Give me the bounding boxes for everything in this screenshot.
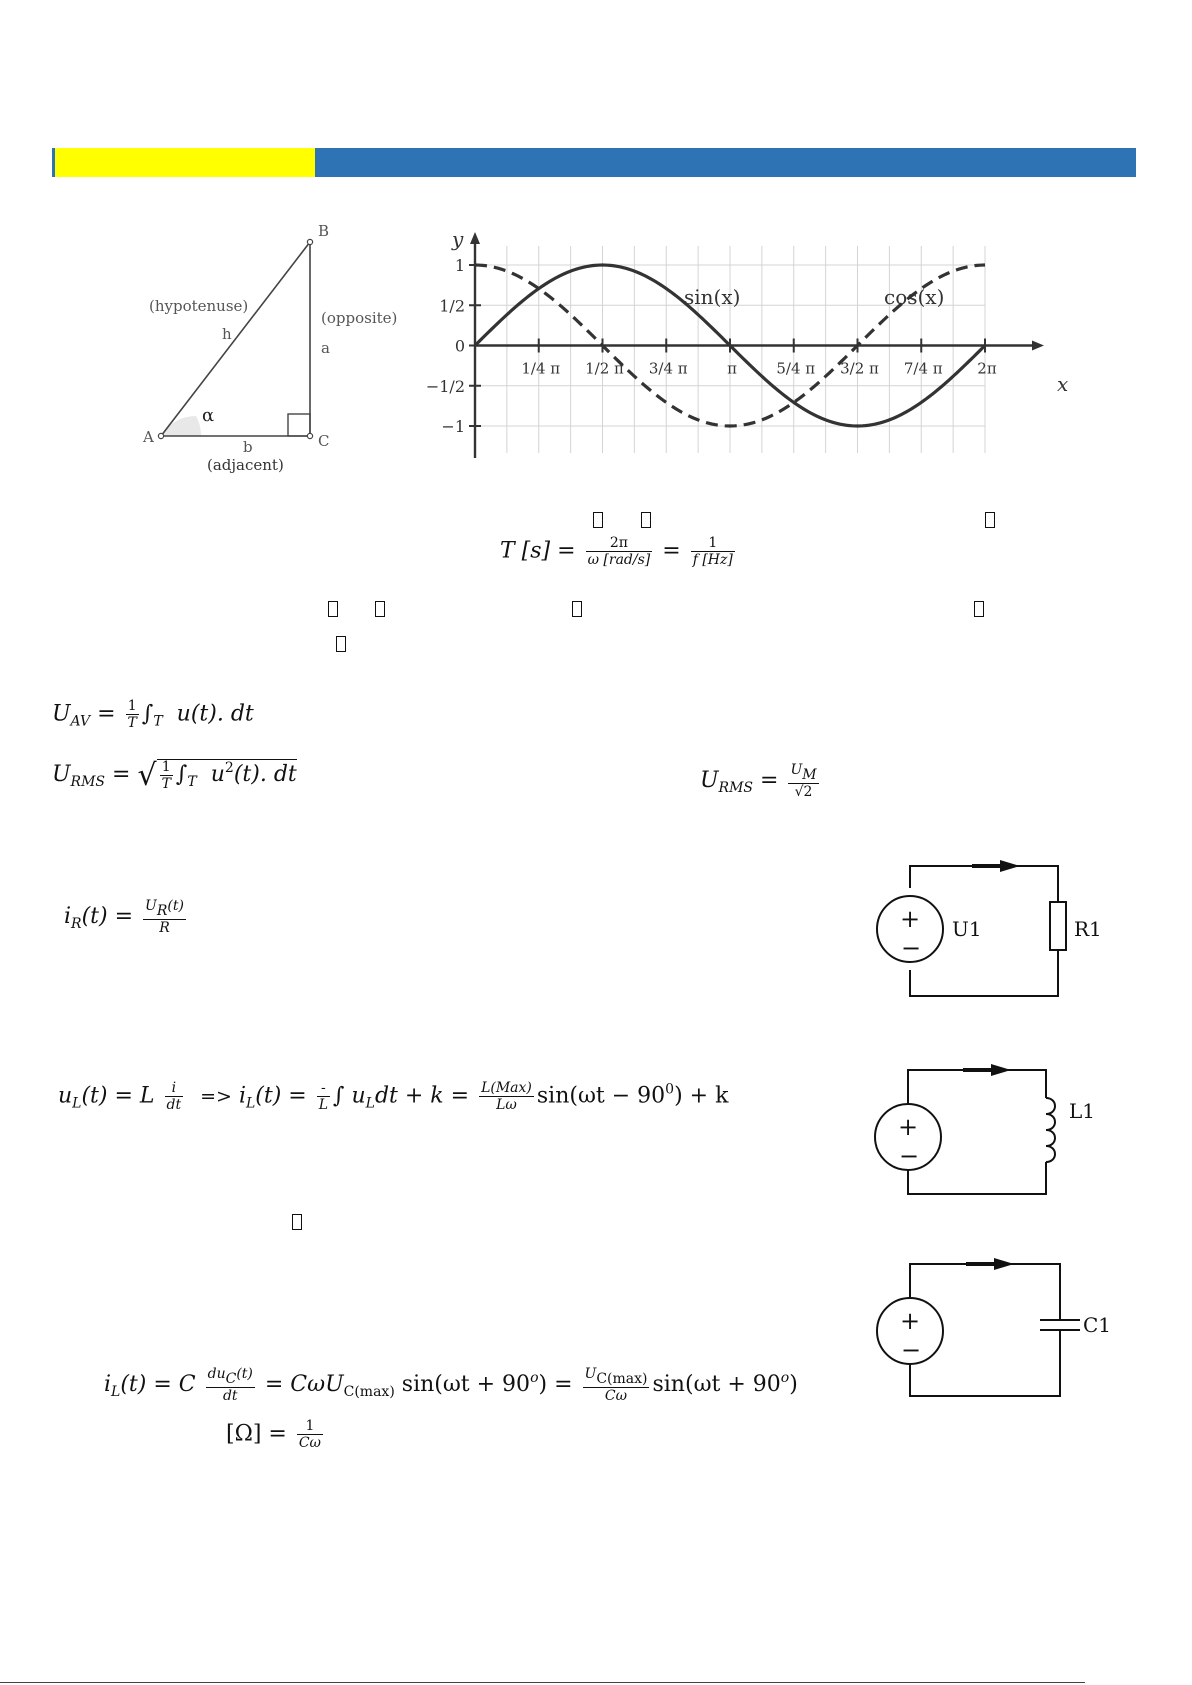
vertex-b-label: B [318, 222, 330, 240]
inductor-symbol [1046, 1098, 1055, 1162]
minus-sign: − [901, 934, 922, 962]
x-tick-label: π [727, 359, 737, 378]
page-bottom-rule [0, 1682, 1085, 1683]
chart-axes [470, 232, 1044, 458]
vertex-a-label: A [143, 428, 154, 446]
resistor-current-formula: $i_R(t)$ = $\frac{UR(t)}{R}$ [64, 898, 184, 936]
resistor-circuit [880, 860, 1120, 1010]
missing-glyph [375, 601, 385, 617]
x-tick-label: 3/4 π [648, 359, 688, 378]
vertex-a-dot [158, 433, 163, 438]
missing-glyph [292, 1214, 302, 1230]
x-tick-label: 2π [977, 359, 997, 378]
x-tick-label: 7/4 π [903, 359, 943, 378]
resistor-symbol [1050, 902, 1066, 950]
rms-peak-formula: $U_{RMS}$ = $\frac{UM}{√2}$ [700, 762, 817, 800]
x-tick-label: 1/2 π [585, 359, 624, 378]
missing-glyph [336, 636, 346, 652]
legend-cos: cos(x) [884, 285, 945, 309]
y-axis-label: y [452, 227, 464, 251]
missing-glyph [593, 512, 603, 528]
plus-sign: + [900, 905, 921, 933]
inductor-label: L1 [1069, 1099, 1096, 1123]
average-voltage-formula: $U_{AV}$ = $\frac{1}{T}$ $\int_T$ u(t). dt [52, 698, 254, 731]
hypotenuse-label: (hypotenuse) [149, 297, 249, 315]
minus-sign: − [899, 1142, 920, 1170]
x-tick-label: 1/4 π [521, 359, 561, 378]
header-bar [315, 148, 1136, 177]
x-axis-arrow [1032, 341, 1044, 351]
side-b-label: b [243, 438, 253, 456]
legend-sin: sin(x) [684, 285, 741, 309]
sine-cosine-chart [425, 227, 1080, 494]
capacitor-formula: $i_L(t) = C$ $\frac{\text{duC(t)}}{dt}$ = CωU$_{C(max)}$ $\sin(\omega t + 90^o)$ = $\frac{UC(\max)}{C\omega}$ $\sin(\omega t + 90^o)$ [104, 1366, 798, 1404]
current-arrow [1000, 860, 1020, 872]
missing-glyph [641, 512, 651, 528]
angle-label: α [202, 405, 215, 426]
capacitor-circuit [876, 1258, 1116, 1402]
period-formula: T [s] = $\frac{2\pi}{\text{ω [rad/s]}}$ = $\frac{1}{f [Hz]}$ [500, 535, 733, 568]
wire-top [910, 1264, 1060, 1320]
y-tick-label: 0 [454, 336, 465, 356]
reactance-formula: [Ω] = $\frac{1}{C\omega}$ [226, 1418, 321, 1451]
wire-bottom [910, 1330, 1060, 1396]
side-a-label: a [321, 339, 330, 357]
right-triangle-figure [140, 220, 410, 480]
vertex-c-label: C [318, 432, 330, 450]
plus-sign: + [898, 1113, 919, 1141]
current-arrow [991, 1064, 1011, 1076]
capacitor-label: C1 [1083, 1313, 1112, 1337]
inductor-circuit [876, 1064, 1116, 1208]
missing-glyph [985, 512, 995, 528]
vertex-c-dot [307, 433, 312, 438]
y-tick-label: 1 [454, 256, 465, 275]
y-tick-label: 1/2 [439, 296, 465, 316]
header-bar-edge [52, 148, 55, 177]
x-axis-label: x [1057, 372, 1069, 396]
resistor-label: R1 [1074, 917, 1102, 941]
vertex-b-dot [307, 239, 312, 244]
minus-sign: − [901, 1336, 922, 1364]
y-tick-label: −1/2 [425, 376, 465, 396]
wire-top [910, 866, 1058, 902]
x-tick-label: 3/2 π [840, 359, 879, 378]
side-h-label: h [222, 325, 232, 343]
source-label: U1 [952, 917, 982, 941]
y-axis-arrow [470, 232, 480, 244]
current-arrow [994, 1258, 1014, 1270]
rms-voltage-formula: $U_{RMS}$ = √ $\frac{1}{T}$ $\int_T$ $u^2(t)$. dt [52, 758, 297, 793]
plus-sign: + [900, 1307, 921, 1335]
header-highlight [52, 148, 315, 177]
y-tick-label: −1 [441, 417, 465, 436]
missing-glyph [328, 601, 338, 617]
right-angle-mark [288, 414, 310, 436]
inductor-formula: $u_L(t) = L$ $\frac{i}{dt}$ => $i_L(t)$ = $\frac{-}{L}$ ∫ $u_Ldt + k$ = $\frac{\text{L(Max)}}{L\omega}$ $\sin(\omega t - 90^0) + k$ [58, 1080, 729, 1113]
missing-glyph [974, 601, 984, 617]
x-tick-label: 5/4 π [776, 359, 816, 378]
wire-top [908, 1070, 1046, 1104]
missing-glyph [572, 601, 582, 617]
adjacent-label: (adjacent) [207, 456, 284, 474]
opposite-label: (opposite) [321, 309, 398, 327]
wire-bottom [908, 1162, 1046, 1194]
triangle-outline [161, 242, 310, 436]
wire-bottom [910, 950, 1058, 996]
